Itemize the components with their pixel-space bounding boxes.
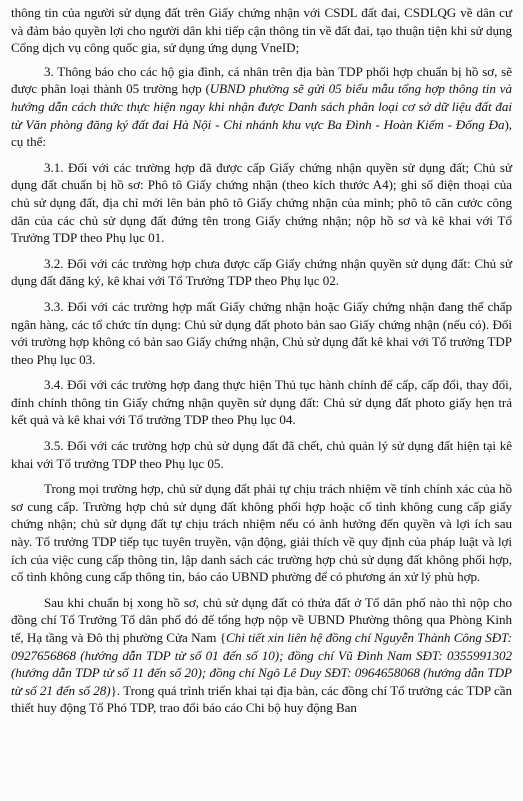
submission-contacts-italic: Chi tiết xin liên hệ đồng chí Nguyễn Thành Công SĐT: 0927656868 (hướng dẫn TDP từ số 01 đến số 10); đồng chí Vũ Đình Nam SĐT: 0355991302 (hướng dẫn TDP từ số 11 đến số 20); đồng chí Ngô Lê Duy SĐT: 0964658068 (hướng dẫn TDP từ số 21 đến số 28) [11, 630, 512, 698]
item-3-5-paragraph: 3.5. Đối với các trường hợp chủ sử dụng đất đã chết, chủ quản lý sử dụng đất hiện tại kê khai với Tổ trưởng TDP theo Phụ lục 05. [11, 438, 512, 471]
intro-continuation-paragraph: thông tin của người sử dụng đất trên Giấy chứng nhận với CSDL đất đai, CSDLQG về dân cư và đảm bảo quyền lợi cho người dân khi tiếp cận thông tin về đất đai, tạo thuận tiện khi sử dụng Cổng dịch vụ công quốc gia, sử dụng ứng dụng VneID; [11, 5, 512, 56]
item-3-3-paragraph: 3.3. Đối với các trường hợp mất Giấy chứng nhận hoặc Giấy chứng nhận đang thế chấp ngân hàng, các tổ chức tín dụng: Chủ sử dụng đất photo bản sao Giấy chứng nhận (nếu có). Đối với trường hợp không có bản sao Giấy chứng nhận, Chủ sử dụng đất kê khai với Tổ trưởng TDP theo Phụ lục 03. [11, 298, 512, 367]
submission-text-end: }. Trong quá trình triển khai tại địa bàn, các đồng chí Tổ trưởng các TDP cần thiết huy động Tổ Phó TDP, trao đổi báo cáo Chi bộ huy động Ban [11, 682, 513, 716]
item-3-1-paragraph: 3.1. Đối với các trường hợp đã được cấp Giấy chứng nhận quyền sử dụng đất; Chủ sử dụng đất chuẩn bị hồ sơ: Phô tô Giấy chứng nhận (theo kích thước A4); ghi số điện thoại của chủ sử dụng đất, địa chỉ mới lên bản phô tô Giấy chứng nhận của mình; phô tô căn cước công dân của các chủ sử dụng đất đứng tên trong Giấy chứng nhận; nộp hồ sơ và kê khai với Tổ Trưởng TDP theo Phụ lục 01. [11, 159, 512, 246]
submission-text: Sau khi chuẩn bị xong hồ sơ, chủ sử dụng đất có thửa đất ở Tổ dân phố nào thì nộp cho đồng chí Tổ Trưởng Tổ dân phố đó để tổng hợp nộp về UBND Phường thông qua Phòng Kinh tế, Hạ tầng và Đô thị phường Cửa Nam { [11, 594, 512, 645]
item-3-text: 3. Thông báo cho các hộ gia đình, cá nhân trên địa bàn TDP phối hợp chuẩn bị hồ sơ, sẽ được phân loại thành 05 trường hợp ( [11, 63, 512, 97]
item-3-text-end: ), cụ thể: [11, 116, 512, 150]
submission-paragraph [11, 594, 512, 717]
responsibility-paragraph: Trong mọi trường hợp, chủ sử dụng đất phải tự chịu trách nhiệm về tính chính xác của hồ sơ cung cấp. Trường hợp chủ sử dụng đất không phối hợp hoặc cố tình không cung cấp giấy chứng nhận; chủ sử dụng đất tự chịu trách nhiệm nếu có ảnh hưởng đến quyền và lợi ích sau này. Tổ trưởng TDP tiếp tục tuyên truyền, vận động, giải thích về quy định của pháp luật và lợi ích của việc cung cấp thông tin, lập danh sách các trường hợp chủ sử dụng đất không phối hợp, cố tình không cung cấp thông tin, báo cáo UBND phường để có phương án xử lý phù hợp. [11, 481, 512, 585]
item-3-italic-note: UBND phường sẽ gửi 05 biểu mẫu tổng hợp thông tin và hướng dẫn cách thức thực hiện ngay khi nhận được Danh sách phân loại cơ sở dữ liệu đất đai từ Văn phòng đăng ký đất đai Hà Nội - Chi nhánh khu vực Ba Đình - Hoàn Kiếm - Đống Đa [11, 81, 512, 132]
item-3-4-paragraph: 3.4. Đối với các trường hợp đang thực hiện Thủ tục hành chính để cấp, cấp đổi, thay đổi, đính chính thông tin Giấy chứng nhận quyền sử dụng đất: Chủ sử dụng đất photo giấy hẹn trả kết quả và kê khai với Tổ trưởng TDP theo Phụ lục 04. [11, 377, 512, 428]
item-3-2-paragraph: 3.2. Đối với các trường hợp chưa được cấp Giấy chứng nhận quyền sử dụng đất: Chủ sử dụng đất đăng ký, kê khai với Tổ Trưởng TDP theo Phụ lục 02. [11, 255, 512, 289]
item-3-paragraph [11, 63, 512, 151]
